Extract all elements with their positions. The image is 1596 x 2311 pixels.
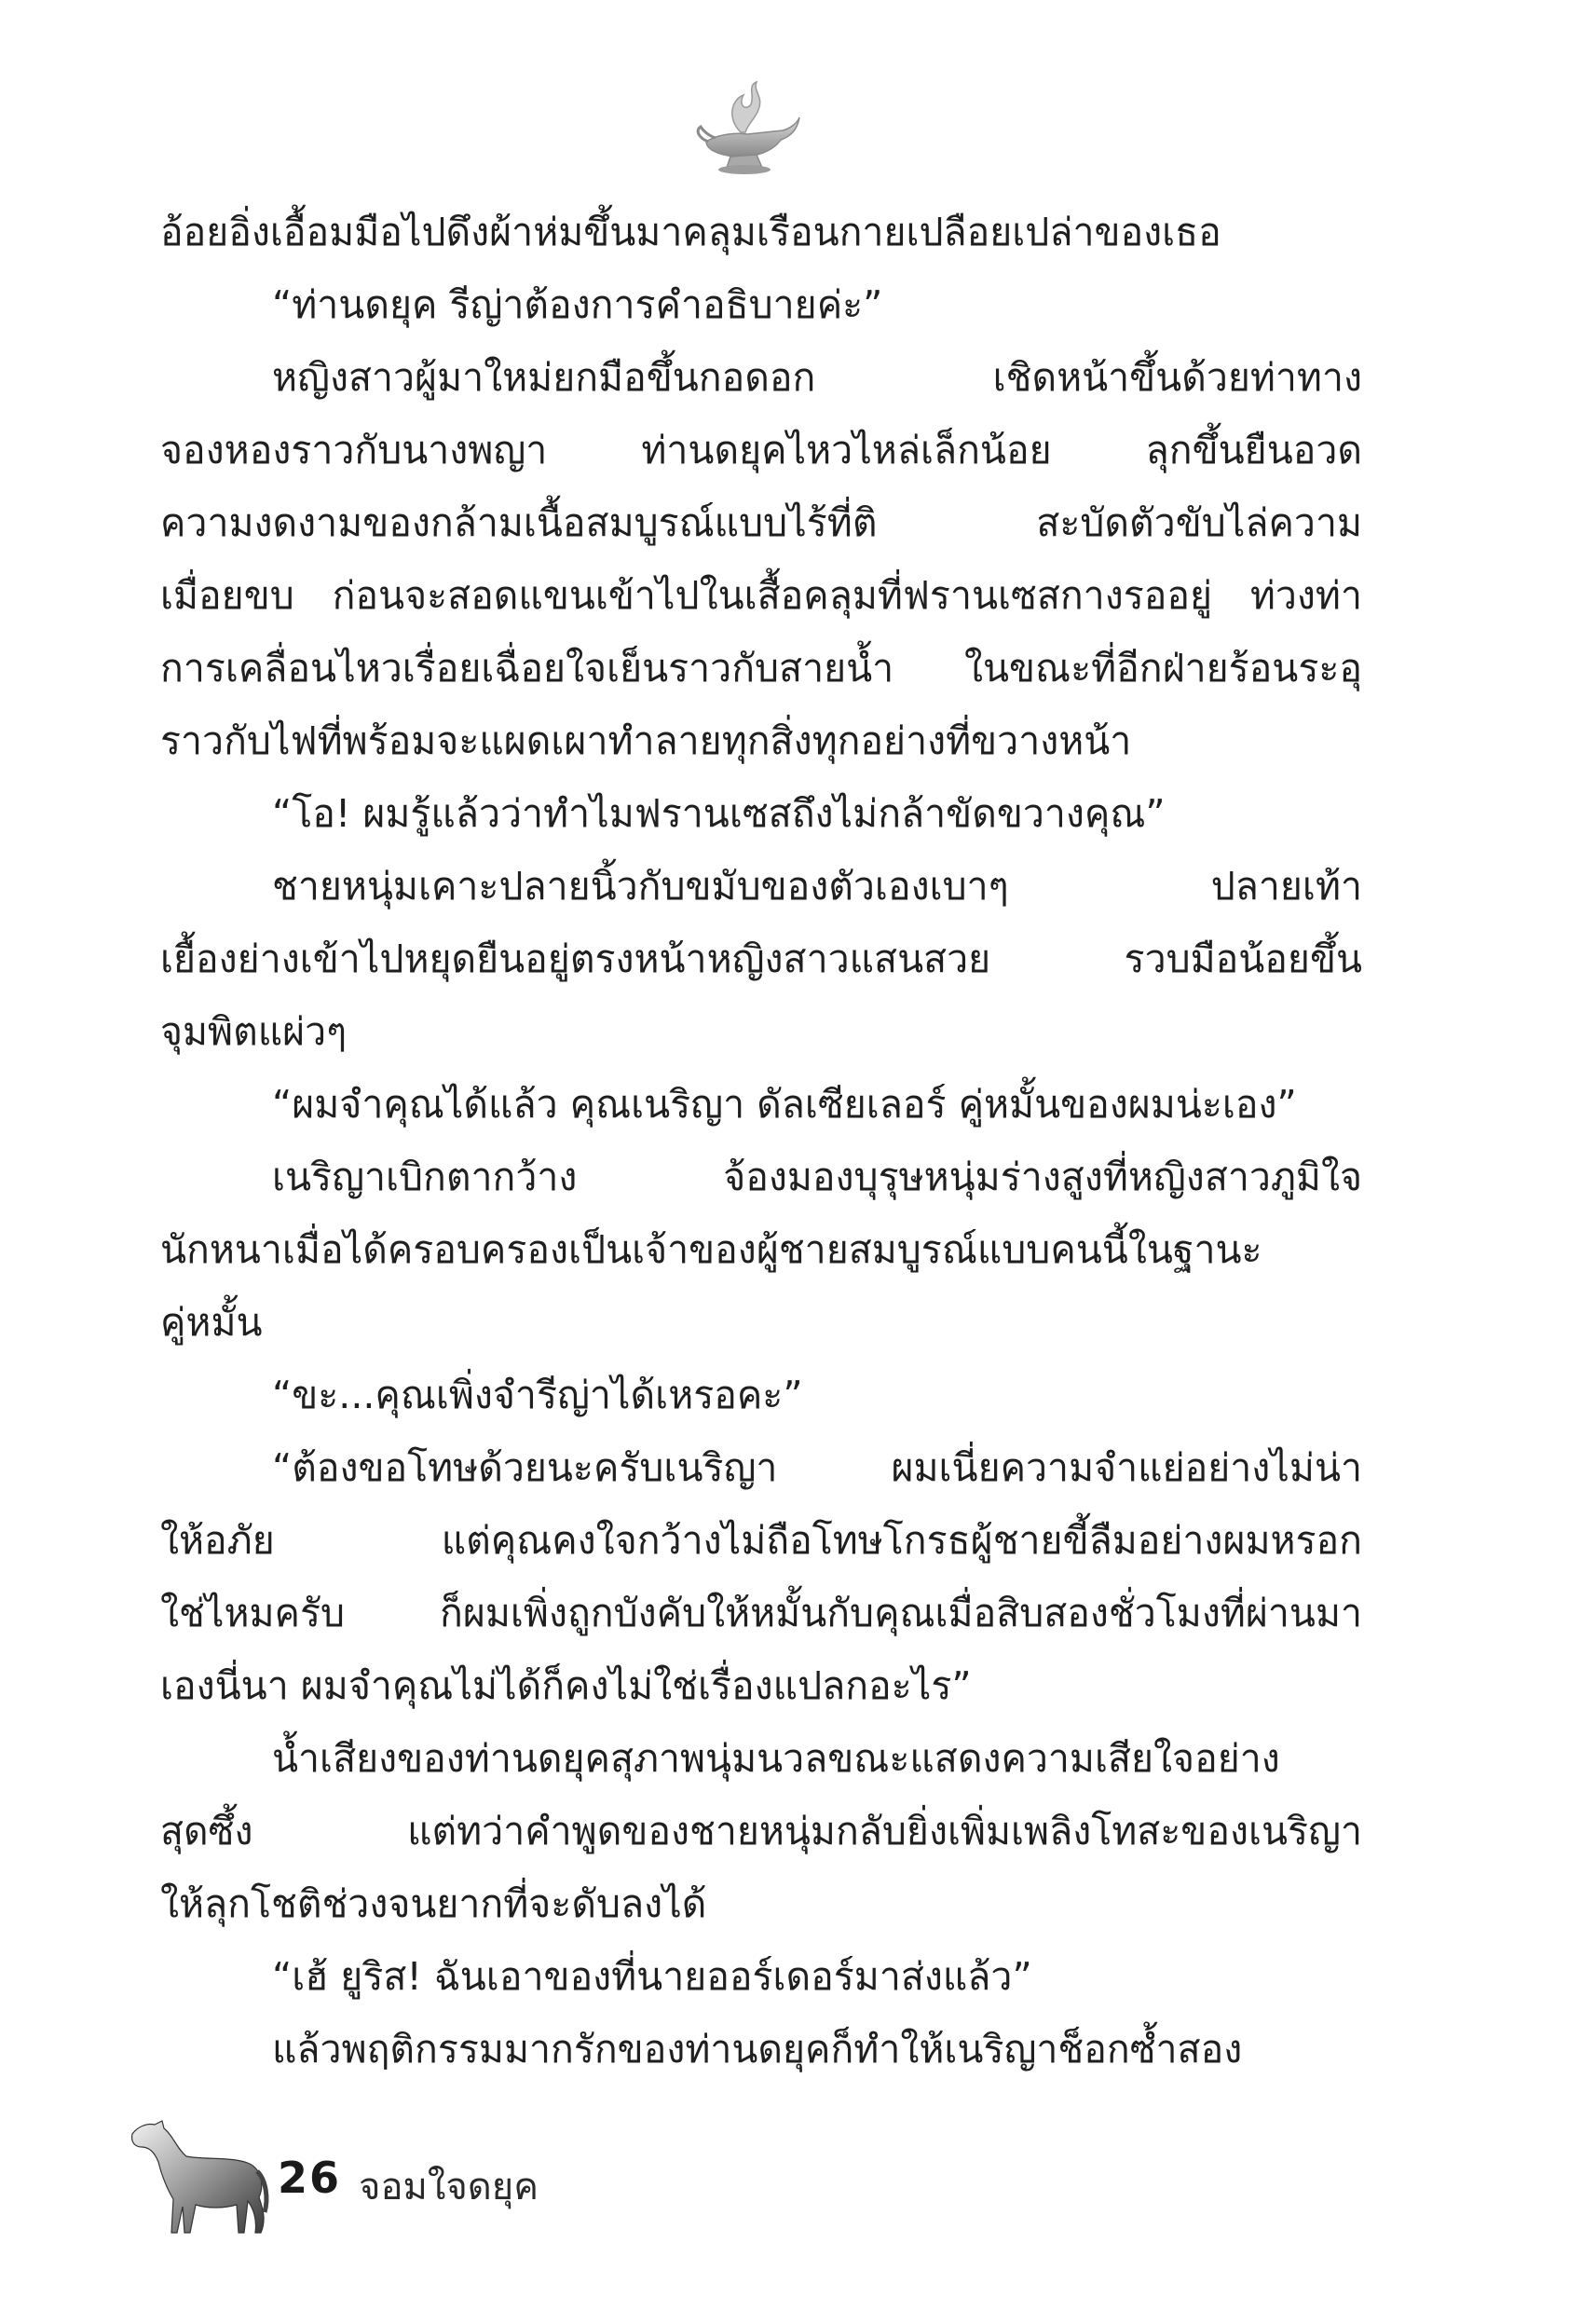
text-line: หญิงสาวผู้มาใหม่ยกมือขึ้นกอดอก เชิดหน้าขึ้นด้วยท่าทาง xyxy=(272,355,1362,400)
text-line: “ต้องขอโทษด้วยนะครับเนริญา ผมเนี่ยความจำแย่อย่างไม่น่า xyxy=(272,1445,1362,1490)
text-line: ให้ลุกโชติช่วงจนยากที่จะดับลงได้ xyxy=(160,1881,707,1926)
page-footer xyxy=(121,2115,773,2246)
text-line: จุมพิตแผ่วๆ xyxy=(160,1009,348,1054)
text-line: เองนี่นา ผมจำคุณไม่ได้ก็คงไม่ใช่เรื่องแปลกอะไร” xyxy=(160,1663,972,1708)
text-line: น้ำเสียงของท่านดยุคสุภาพนุ่มนวลขณะแสดงความเสียใจอย่าง xyxy=(272,1736,1280,1781)
text-line: “ผมจำคุณได้แล้ว คุณเนริญา ดัลเซียเลอร์ คู่หมั้นของผมน่ะเอง” xyxy=(272,1082,1297,1127)
text-line: สุดซึ้ง แต่ทว่าคำพูดของชายหนุ่มกลับยิ่งเพิ่มเพลิงโทสะของเนริญา xyxy=(160,1809,1362,1853)
text-line: อ้อยอิ่งเอื้อมมือไปดึงผ้าห่มขึ้นมาคลุมเรือนกายเปลือยเปล่าของเธอ xyxy=(160,210,1221,254)
text-line: ชายหนุ่มเคาะปลายนิ้วกับขมับของตัวเองเบาๆ ปลายเท้า xyxy=(272,864,1362,909)
text-line: แล้วพฤติกรรมมากรักของท่านดยุคก็ทำให้เนริญาช็อกซ้ำสอง xyxy=(272,2027,1243,2072)
text-line: เนริญาเบิกตากว้าง จ้องมองบุรุษหนุ่มร่างสูงที่หญิงสาวภูมิใจ xyxy=(272,1155,1362,1199)
text-line: นักหนาเมื่อได้ครอบครองเป็นเจ้าของผู้ชายสมบูรณ์แบบคนนี้ในฐานะ xyxy=(160,1227,1262,1272)
body-text xyxy=(160,196,1362,2085)
book-title: จอมใจดยุค xyxy=(359,2166,539,2208)
text-line: เยื้องย่างเข้าไปหยุดยืนอยู่ตรงหน้าหญิงสาวแสนสวย รวบมือน้อยขึ้น xyxy=(160,937,1362,981)
text-line: คู่หมั้น xyxy=(160,1300,263,1345)
text-line: “โอ! ผมรู้แล้วว่าทำไมฟรานเซสถึงไม่กล้าขัดขวางคุณ” xyxy=(272,791,1166,836)
text-line: ให้อภัย แต่คุณคงใจกว้างไม่ถือโทษโกรธผู้ชายขี้ลืมอย่างผมหรอก xyxy=(160,1518,1362,1563)
text-line: “ขะ...คุณเพิ่งจำรีญ่าได้เหรอคะ” xyxy=(272,1373,803,1417)
genie-lamp-icon xyxy=(689,76,801,179)
text-line: “เฮ้ ยูริส! ฉันเอาของที่นายออร์เดอร์มาส่งแล้ว” xyxy=(272,1954,1032,1999)
text-line: ใช่ไหมครับ ก็ผมเพิ่งถูกบังคับให้หมั้นกับคุณเมื่อสิบสองชั่วโมงที่ผ่านมา xyxy=(160,1591,1362,1635)
text-line: การเคลื่อนไหวเรื่อยเฉื่อยใจเย็นราวกับสายน้ำ ในขณะที่อีกฝ่ายร้อนระอุ xyxy=(160,646,1362,691)
text-line: จองหองราวกับนางพญา ท่านดยุคไหวไหล่เล็กน้อย ลุกขึ้นยืนอวด xyxy=(160,428,1362,472)
horse-icon xyxy=(121,2115,270,2246)
text-line: เมื่อยขบ ก่อนจะสอดแขนเข้าไปในเสื้อคลุมที่ฟรานเซสกางรออยู่ ท่วงท่า xyxy=(160,573,1362,618)
text-line: “ท่านดยุค รีญ่าต้องการคำอธิบายค่ะ” xyxy=(272,282,883,327)
text-line: ราวกับไฟที่พร้อมจะแผดเผาทำลายทุกสิ่งทุกอย่างที่ขวางหน้า xyxy=(160,718,1132,763)
text-line: ความงดงามของกล้ามเนื้อสมบูรณ์แบบไร้ที่ติ สะบัดตัวขับไล่ความ xyxy=(160,500,1362,545)
page-number: 26 xyxy=(278,2153,342,2203)
